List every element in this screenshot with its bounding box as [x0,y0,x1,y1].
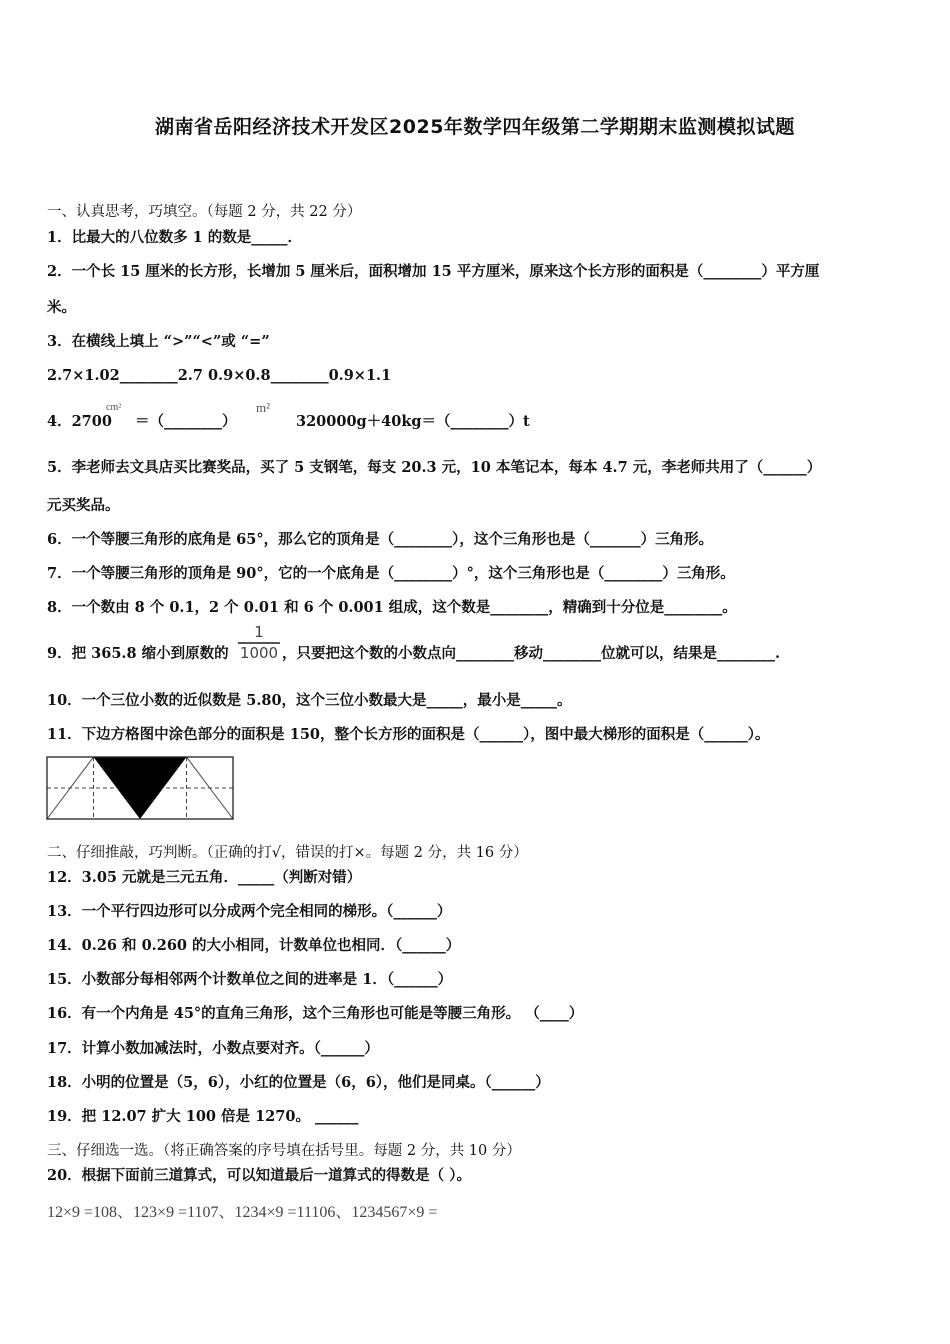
question-2-line-2: 米。 [47,299,76,316]
question-2-line-1: 2．一个长 15 厘米的长方形，长增加 5 厘米后，面积增加 15 平方厘米，原来这个长方形的面积是（________）平方厘 [47,263,820,280]
section-3-heading: 三、仔细选一选。（将正确答案的序号填在括号里。每题 2 分，共 10 分） [47,1143,521,1159]
unit-cm2: cm² [106,402,122,413]
question-3-sub: 2.7×1.02________2.7 0.9×0.8________0.9×1.1 [47,367,392,384]
question-5-line-2: 元买奖品。 [47,497,120,514]
section-2-heading: 二、仔细推敲，巧判断。（正确的打√，错误的打×。每题 2 分，共 16 分） [47,845,528,861]
question-3: 3．在横线上填上 “>”“<”或 “=” [47,333,270,350]
question-17: 17．计算小数加减法时，小数点要对齐。（______） [47,1040,379,1057]
page-title: 湖南省岳阳经济技术开发区2025年数学四年级第二学期期末监测模拟试题 [155,116,795,138]
question-14: 14．0.26 和 0.260 的大小相同，计数单位也相同．（______） [47,937,461,954]
question-4-mid: ＝（________） [135,413,237,430]
trapezoid-right-edge [187,757,234,819]
question-20-equations: 12×9 =108、123×9 =1107、1234×9 =11106、1234567×9 = [47,1204,438,1221]
question-20: 20．根据下面前三道算式，可以知道最后一道算式的得数是（ ）。 [47,1167,471,1184]
question-13: 13．一个平行四边形可以分成两个完全相同的梯形。（______） [47,903,452,920]
question-11: 11．下边方格图中涂色部分的面积是 150，整个长方形的面积是（______），图中最大梯形的面积是（______）。 [47,726,770,743]
section-1-heading: 一、认真思考，巧填空。（每题 2 分，共 22 分） [47,204,362,220]
question-10: 10．一个三位小数的近似数是 5.80，这个三位小数最大是_____，最小是_____。 [47,692,572,709]
question-19: 19．把 12.07 扩大 100 倍是 1270。 ______ [47,1108,359,1125]
fraction-denominator: 1000 [239,643,279,662]
question-8: 8．一个数由 8 个 0.1，2 个 0.01 和 6 个 0.001 组成，这个数是________，精确到十分位是________。 [47,599,737,616]
shaded-triangle [94,757,187,819]
question-1: 1．比最大的八位数多 1 的数是_____． [47,229,303,246]
question-16: 16．有一个内角是 45°的直角三角形，这个三角形也可能是等腰三角形。 （____） [47,1005,584,1022]
trapezoid-left-edge [47,757,94,819]
question-12: 12．3.05 元就是三元五角．_____（判断对错） [47,869,362,886]
unit-m2: m² [256,400,271,415]
question-18: 18．小明的位置是（5，6），小红的位置是（6，6），他们是同桌。（______） [47,1074,550,1091]
question-6: 6．一个等腰三角形的底角是 65°，那么它的顶角是（________），这个三角形也是（_______）三角形。 [47,531,714,548]
question-5-line-1: 5．李老师去文具店买比赛奖品，买了 5 支钢笔，每支 20.3 元，10 本笔记本，每本 4.7 元，李老师共用了（______） [47,459,822,476]
grid-rectangle-figure [46,756,234,820]
question-4-left: 4．2700 [47,413,112,430]
question-4-right: 320000g＋40kg＝（________）t [296,413,530,430]
fraction-one-thousandth [238,624,280,662]
fraction-numerator: 1 [254,623,264,641]
question-9-right: ，只要把这个数的小数点向________移动________位就可以，结果是________. [282,645,781,662]
question-15: 15．小数部分每相邻两个计数单位之间的进率是 1．（______） [47,971,453,988]
question-9-left: 9．把 365.8 缩小到原数的 [47,645,229,662]
question-7: 7．一个等腰三角形的顶角是 90°，它的一个底角是（________）°，这个三角形也是（________）三角形。 [47,565,735,582]
